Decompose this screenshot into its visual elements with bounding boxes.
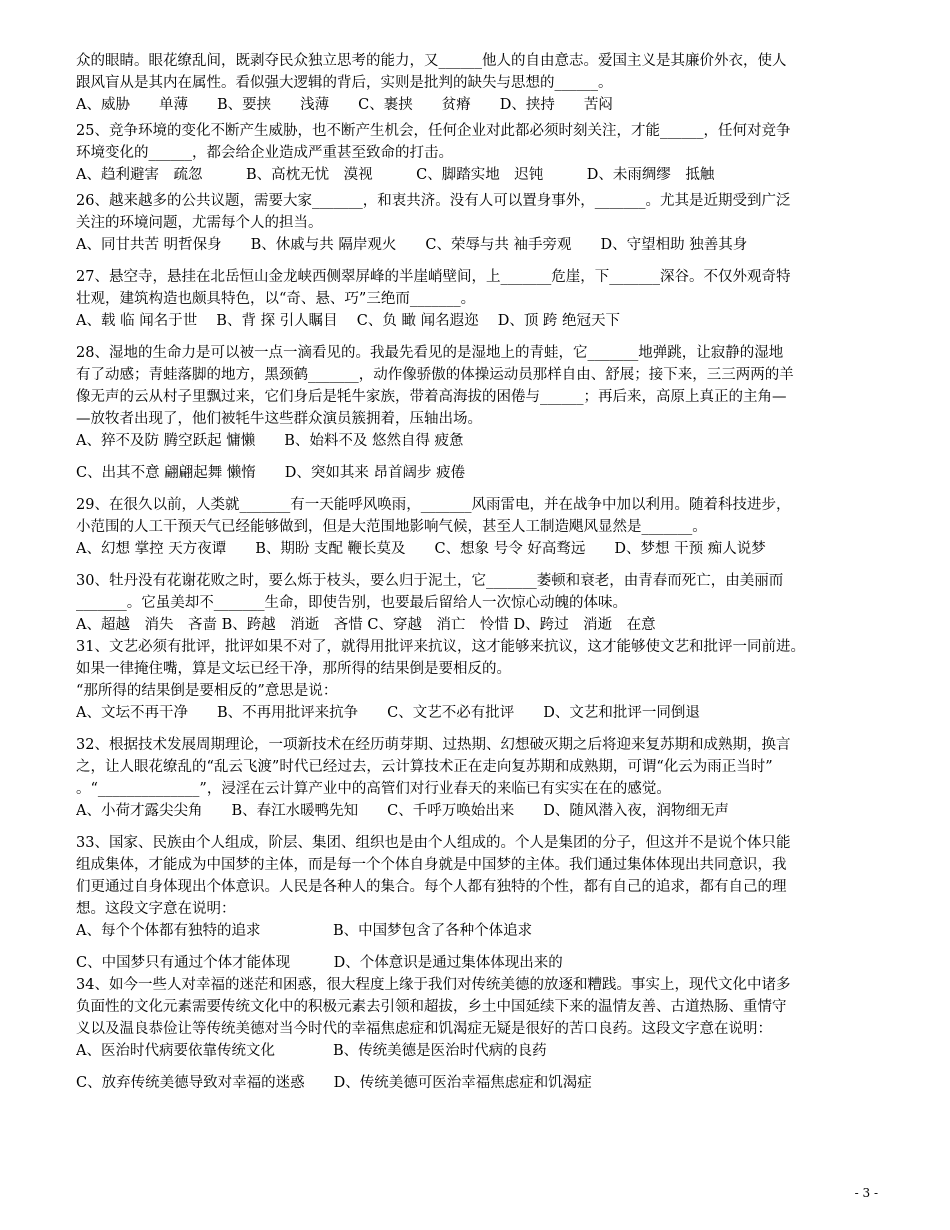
page-number: - 3 - xyxy=(854,1186,878,1200)
text-line: 如果一律掩住嘴，算是文坛已经干净，那所得的结果倒是要相反的。 xyxy=(76,661,511,677)
option-line: C、中国梦只有通过个体才能体现 D、个体意识是通过集体体现出来的 xyxy=(76,955,563,971)
question-30: 30、牡丹没有花谢花败之时，要么烁于枝头，要么归于泥土，它_______萎顿和衰老，由青春而死亡，由美丽而 xyxy=(76,573,784,589)
option-line: A、小荷才露尖尖角 B、春江水暖鸭先知 C、千呼万唤始出来 D、随风潜入夜，润物细无声 xyxy=(76,803,729,819)
question-34: 34、如今一些人对幸福的迷茫和困惑，很大程度上缘于我们对传统美德的放逐和糟践。事实上，现代文化中诸多 xyxy=(76,977,791,993)
option-line: A、猝不及防 腾空跃起 慵懒 B、始料不及 悠然自得 疲惫 xyxy=(76,433,464,449)
text-line: 组成集体，才能成为中国梦的主体，而是每一个个体自身就是中国梦的主体。我们通过集体体现出共同意识，我 xyxy=(76,857,787,873)
option-line: A、载 临 闻名于世 B、背 探 引人瞩目 C、负 瞰 闻名遐迩 D、顶 跨 绝冠天下 xyxy=(76,313,621,329)
question-29: 29、在很久以前，人类就_______有一天能呼风唤雨，_______风雨雷电，并在战争中加以利用。随着科技进步， xyxy=(76,497,791,513)
text-line: —放牧者出现了，他们被牦牛这些群众演员簇拥着，压轴出场。 xyxy=(76,411,482,427)
option-line: A、超越 消失 吝啬 B、跨越 消逝 吝惜 C、穿越 消亡 怜惜 D、跨过 消逝 在意 xyxy=(76,617,656,633)
question-33: 33、国家、民族由个人组成，阶层、集团、组织也是由个人组成的。个人是集团的分子，但这并不是说个体只能 xyxy=(76,835,791,851)
option-line: A、威胁 单薄 B、要挟 浅薄 C、裹挟 贫瘠 D、挟持 苦闷 xyxy=(76,97,613,113)
question-25: 25、竞争环境的变化不断产生威胁，也不断产生机会，任何企业对此都必须时刻关注，才能______，任何对竞争 xyxy=(76,123,791,139)
text-line: 众的眼睛。眼花缭乱间，既剥夺民众独立思考的能力，又______他人的自由意志。爱国主义是其廉价外衣，使人 xyxy=(76,53,787,69)
text-line: 负面性的文化元素需要传统文化中的积极元素去引领和超拔，乡土中国延续下来的温情友善、古道热肠、重情守 xyxy=(76,999,787,1015)
option-line: A、同甘共苦 明哲保身 B、休戚与共 隔岸观火 C、荣辱与共 袖手旁观 D、守望相助 独善其身 xyxy=(76,237,748,253)
option-line: A、幻想 掌控 天方夜谭 B、期盼 支配 鞭长莫及 C、想象 号令 好高骛远 D、梦想 干预 痴人说梦 xyxy=(76,541,766,557)
text-line: “那所得的结果倒是要相反的”意思是说： xyxy=(76,683,338,699)
text-line: _______。它虽美却不_______生命，即使告别，也要最后留给人一次惊心动魄的体味。 xyxy=(76,595,627,611)
question-27: 27、悬空寺，悬挂在北岳恒山金龙峡西侧翠屏峰的半崖峭壁间，上_______危崖，下_______深谷。不仅外观奇特 xyxy=(76,269,791,285)
document-page xyxy=(76,50,882,1094)
text-line: 环境变化的______，都会给企业造成严重甚至致命的打击。 xyxy=(76,145,453,161)
text-line: 想。这段文字意在说明： xyxy=(76,901,236,917)
text-line: 关注的环境问题，尤需每个人的担当。 xyxy=(76,215,323,231)
text-line: 壮观，建筑构造也颇具特色，以“奇、悬、巧”三绝而_______。 xyxy=(76,291,476,307)
question-28: 28、湿地的生命力是可以被一点一滴看见的。我最先看见的是湿地上的青蛙，它_______地弹跳，让寂静的湿地 xyxy=(76,345,784,361)
text-line: 们更通过自身体现出个体意识。人民是各种人的集合。每个人都有独特的个性，都有自己的追求，都有自己的理 xyxy=(76,879,787,895)
option-line: C、出其不意 翩翩起舞 懒惰 D、突如其来 昂首阔步 疲倦 xyxy=(76,465,466,481)
option-line: A、趋利避害 疏忽 B、高枕无忧 漠视 C、脚踏实地 迟钝 D、未雨绸缪 抵触 xyxy=(76,167,715,183)
option-line: A、文坛不再干净 B、不再用批评来抗争 C、文艺不必有批评 D、文艺和批评一同倒退 xyxy=(76,705,700,721)
text-line: 义以及温良恭俭让等传统美德对当今时代的幸福焦虑症和饥渴症无疑是很好的苦口良药。这段文字意在说明： xyxy=(76,1021,772,1037)
text-line: 跟风盲从是其内在属性。看似强大逻辑的背后，实则是批判的缺失与思想的______。 xyxy=(76,75,613,91)
option-line: A、医治时代病要依靠传统文化 B、传统美德是医治时代病的良药 xyxy=(76,1043,547,1059)
question-31: 31、文艺必须有批评，批评如果不对了，就得用批评来抗议，这才能够来抗议，这才能够使文艺和批评一同前进。 xyxy=(76,639,805,655)
option-line: C、放弃传统美德导致对幸福的迷惑 D、传统美德可医治幸福焦虑症和饥渴症 xyxy=(76,1075,592,1091)
text-line: 小范围的人工干预天气已经能够做到，但是大范围地影响气候，甚至人工制造飓风显然是_______。 xyxy=(76,519,707,535)
option-line: A、每个个体都有独特的追求 B、中国梦包含了各种个体追求 xyxy=(76,923,533,939)
text-line: 。“______________”，浸淫在云计算产业中的高管们对行业春天的来临已有实实在在的感觉。 xyxy=(76,781,671,797)
question-26: 26、越来越多的公共议题，需要大家_______，和衷共济。没有人可以置身事外，_______。尤其是近期受到广泛 xyxy=(76,193,791,209)
question-32: 32、根据技术发展周期理论，一项新技术在经历萌芽期、过热期、幻想破灭期之后将迎来复苏期和成熟期，换言 xyxy=(76,737,791,753)
text-line: 之，让人眼花缭乱的“乱云飞渡”时代已经过去，云计算技术正在走向复苏期和成熟期，可谓“化云为雨正当时” xyxy=(76,759,773,775)
text-line: 像无声的云从村子里飘过来，它们身后是牦牛家族，带着高海拔的困倦与______；再后来，高原上真正的主角— xyxy=(76,389,787,405)
text-line: 有了动感；青蛙落脚的地方，黑颈鹤_______，动作像骄傲的体操运动员那样自由、舒展；接下来，三三两两的羊 xyxy=(76,367,794,383)
